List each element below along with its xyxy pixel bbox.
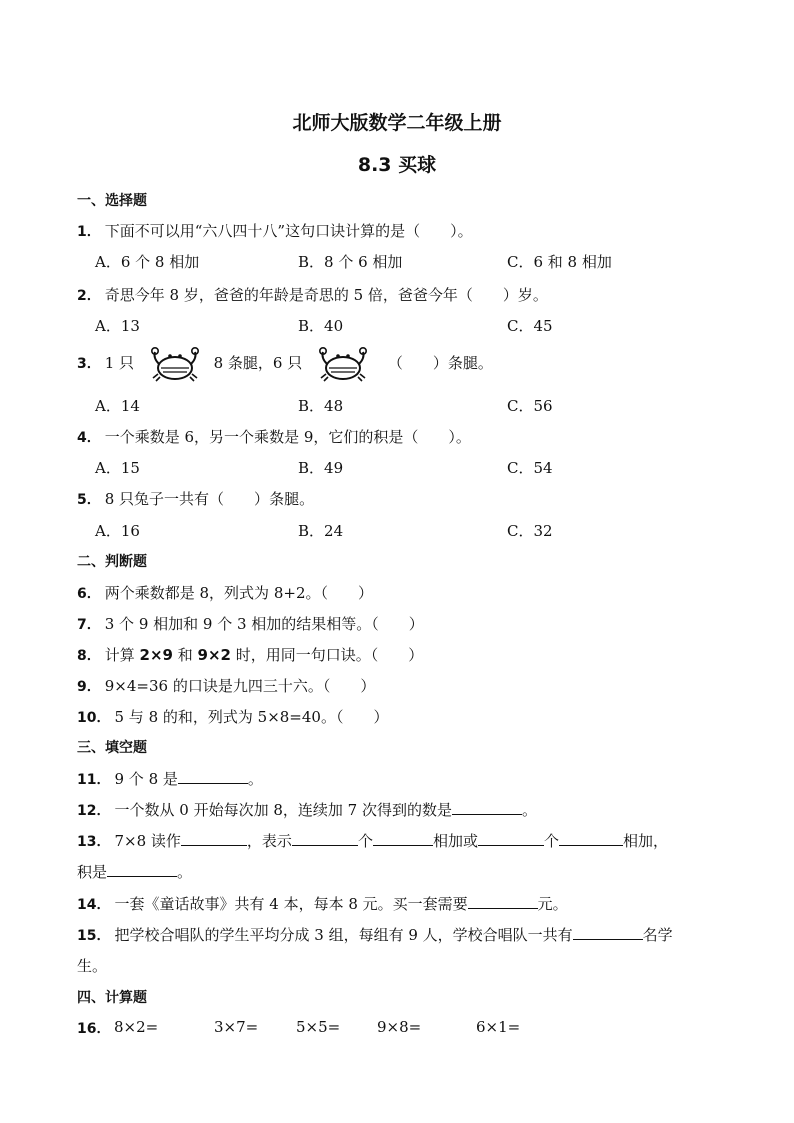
question-text-part: 7×8 读作 — [114, 832, 181, 850]
question-text-part: 积是 — [77, 863, 108, 881]
q2-option-c: C．45 — [507, 317, 553, 335]
answer-blank[interactable] — [178, 768, 248, 784]
question-14 — [77, 893, 568, 914]
question-text-part: 把学校合唱队的学生平均分成 3 组，每组有 9 人，学校合唱队一共有 — [114, 926, 573, 944]
q1-option-c: C．6 和 8 相加 — [507, 253, 612, 271]
question-3 — [77, 346, 493, 382]
question-1 — [77, 220, 473, 241]
q5-option-c: C．32 — [507, 522, 553, 540]
section-heading-calc: 四、计算题 — [77, 990, 147, 1006]
calc-item: 3×7= — [214, 1018, 259, 1036]
question-number: 4． — [77, 430, 101, 446]
q5-option-a: A．16 — [95, 522, 140, 540]
question-number: 8． — [77, 648, 101, 664]
question-text-part: 名学 — [642, 926, 673, 944]
section-heading-fill: 三、填空题 — [77, 740, 147, 756]
calc-item: 9×8= — [377, 1018, 422, 1036]
question-text-part: 。 — [521, 801, 537, 819]
question-text-part: 9 个 8 是 — [114, 770, 178, 788]
question-number: 15． — [77, 928, 111, 944]
question-number: 7． — [77, 617, 101, 633]
calc-item: 8×2= — [114, 1018, 159, 1036]
answer-blank[interactable] — [181, 830, 247, 846]
question-text-part: 相加或 — [432, 832, 478, 850]
expression: 2×9 — [139, 646, 173, 664]
page-title: 北师大版数学二年级上册 — [292, 112, 502, 134]
q3-option-b: B．48 — [298, 397, 344, 415]
question-text-part: 相加， — [622, 832, 668, 850]
section-heading-choice: 一、选择题 — [77, 193, 147, 209]
q4-option-c: C．54 — [507, 459, 553, 477]
answer-blank[interactable] — [292, 830, 358, 846]
q4-option-a: A．15 — [95, 459, 140, 477]
question-number: 1． — [77, 224, 101, 240]
answer-blank[interactable] — [107, 861, 177, 877]
q1-option-a: A．6 个 8 相加 — [95, 253, 200, 271]
question-6 — [77, 582, 373, 603]
question-text-part: 生。 — [77, 957, 108, 975]
answer-blank[interactable] — [452, 799, 522, 815]
calc-item: 6×1= — [476, 1018, 521, 1036]
question-number: 14． — [77, 897, 111, 913]
question-number: 9． — [77, 679, 101, 695]
expression: 9×2 — [197, 646, 231, 664]
question-text: 一个乘数是 6，另一个乘数是 9，它们的积是（ ）。 — [104, 428, 471, 446]
answer-blank[interactable] — [478, 830, 544, 846]
question-7 — [77, 613, 424, 634]
answer-blank[interactable] — [468, 893, 538, 909]
question-16 — [77, 1018, 677, 1038]
question-text: 奇思今年 8 岁，爸爸的年龄是奇思的 5 倍，爸爸今年（ ）岁。 — [104, 286, 548, 304]
question-2 — [77, 284, 548, 305]
section-heading-judge: 二、判断题 — [77, 554, 147, 570]
question-number: 13． — [77, 834, 111, 850]
question-number: 16． — [77, 1021, 111, 1037]
q5-option-b: B．24 — [298, 522, 344, 540]
question-text-part: 一个数从 0 开始每次加 8，连续加 7 次得到的数是 — [114, 801, 452, 819]
question-text-part: 和 — [172, 646, 198, 664]
question-text: 3 个 9 相加和 9 个 3 相加的结果相等。（ ） — [104, 615, 424, 633]
question-text-part: 。 — [247, 770, 263, 788]
question-text-part: 时，用同一句口诀。（ ） — [230, 646, 424, 664]
question-5 — [77, 488, 314, 509]
question-text: 下面不可以用“六八四十八”这句口诀计算的是（ ）。 — [104, 222, 473, 240]
question-text-part: 元。 — [537, 895, 568, 913]
question-4 — [77, 426, 471, 447]
question-text: 9×4=36 的口诀是九四三十六。（ ） — [104, 677, 376, 695]
question-12 — [77, 799, 537, 820]
question-text-part: （ ）条腿。 — [387, 354, 493, 372]
q2-option-a: A．13 — [95, 317, 140, 335]
question-number: 12． — [77, 803, 111, 819]
q4-option-b: B．49 — [298, 459, 344, 477]
question-11 — [77, 768, 263, 789]
question-8 — [77, 644, 423, 665]
crab-icon — [149, 346, 201, 382]
q2-option-b: B．40 — [298, 317, 344, 335]
calc-item: 5×5= — [296, 1018, 341, 1036]
question-text-part: 个 — [543, 832, 559, 850]
question-text: 5 与 8 的和，列式为 5×8=40。（ ） — [114, 708, 389, 726]
question-number: 2． — [77, 288, 101, 304]
page-subtitle: 8.3 买球 — [357, 154, 437, 176]
question-number: 11． — [77, 772, 111, 788]
question-text-part: ，表示 — [246, 832, 292, 850]
question-text-part: 1 只 — [104, 354, 135, 372]
question-text-part: 8 条腿，6 只 — [213, 354, 303, 372]
question-text-part: 一套《童话故事》共有 4 本，每本 8 元。买一套需要 — [114, 895, 468, 913]
question-9 — [77, 675, 375, 696]
question-number: 10． — [77, 710, 111, 726]
question-text-part: 个 — [357, 832, 373, 850]
question-text: 8 只兔子一共有（ ）条腿。 — [104, 490, 315, 508]
question-13 — [77, 830, 668, 851]
answer-blank[interactable] — [559, 830, 623, 846]
question-10 — [77, 706, 388, 727]
q3-option-c: C．56 — [507, 397, 553, 415]
question-text: 两个乘数都是 8，列式为 8+2。（ ） — [104, 584, 373, 602]
question-15 — [77, 924, 673, 945]
question-number: 3． — [77, 356, 101, 372]
answer-blank[interactable] — [573, 924, 643, 940]
answer-blank[interactable] — [373, 830, 433, 846]
question-15-continued — [77, 955, 107, 976]
question-number: 5． — [77, 492, 101, 508]
q3-option-a: A．14 — [95, 397, 140, 415]
q1-option-b: B．8 个 6 相加 — [298, 253, 403, 271]
question-13-continued — [77, 861, 192, 882]
question-text-part: 计算 — [104, 646, 140, 664]
crab-icon — [317, 346, 369, 382]
question-text-part: 。 — [177, 863, 193, 881]
question-number: 6． — [77, 586, 101, 602]
